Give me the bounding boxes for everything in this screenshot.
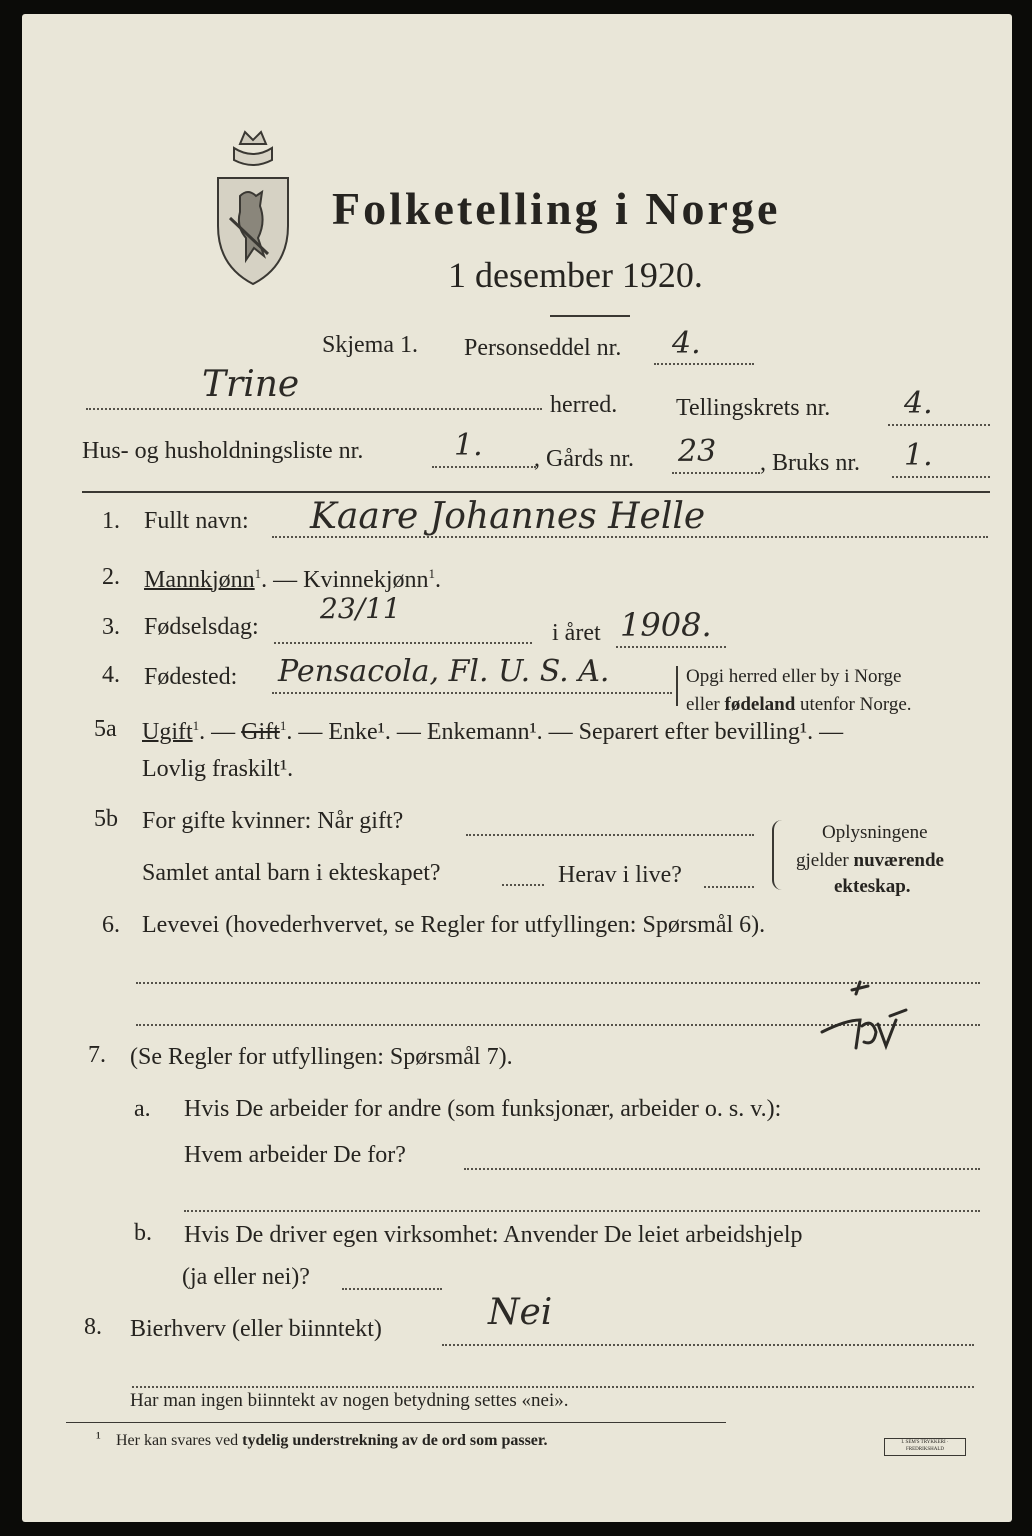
q5a-ugift[interactable]: Ugift — [142, 719, 193, 745]
form-date: 1 desember 1920. — [448, 255, 703, 295]
q6-number: 6. — [102, 912, 120, 938]
q2-separator: . — — [261, 567, 304, 593]
gards-value[interactable]: 23 — [678, 434, 717, 469]
tellingskrets-label: Tellingskrets nr. — [676, 395, 831, 421]
personseddel-value[interactable]: 4. — [672, 326, 701, 361]
q7-number: 7. — [88, 1042, 106, 1068]
hus-label: Hus- og husholdningsliste nr. — [82, 438, 364, 464]
hus-line — [432, 466, 536, 468]
bruks-value[interactable]: 1. — [904, 438, 933, 473]
gards-label: , Gårds nr. — [534, 446, 634, 472]
q4-line — [272, 692, 672, 694]
q2-footnote-mark-2: 1 — [428, 566, 435, 581]
title-divider — [550, 315, 630, 317]
printer-stamp: I. SEM'S TRYKKERI · FREDRIKSHALD — [884, 1438, 966, 1456]
q5b-line-2a: Samlet antal barn i ekteskapet? — [142, 860, 441, 886]
q7-label: (Se Regler for utfyllingen: Spørsmål 7). — [130, 1044, 513, 1070]
q4-brace — [676, 666, 684, 706]
q5b-alive-line — [704, 886, 754, 888]
q5b-children-line — [502, 884, 544, 886]
q2-number: 2. — [102, 564, 120, 590]
q3-number: 3. — [102, 614, 120, 640]
q7b-letter: b. — [134, 1220, 152, 1246]
q8-line-1 — [442, 1344, 974, 1346]
footnote-mark: ¹ — [96, 1430, 101, 1447]
census-form-page — [22, 14, 1012, 1522]
personseddel-line — [654, 363, 754, 365]
handwritten-mark-icon — [816, 976, 916, 1056]
q2-kvinnekjonn[interactable]: Kvinnekjønn — [303, 567, 429, 593]
q5b-married-line — [466, 834, 754, 836]
q4-number: 4. — [102, 662, 120, 688]
q8-number: 8. — [84, 1314, 102, 1340]
header-divider — [82, 491, 990, 493]
tellingskrets-line — [888, 424, 990, 426]
q5b-line-1: For gifte kvinner: Når gift? — [142, 808, 404, 834]
q5a-other-options[interactable]: . — Enke¹. — Enkemann¹. — Separert efter bevilling¹. — — [286, 719, 844, 745]
q7a-line-1: Hvis De arbeider for andre (som funksjonær, arbeider o. s. v.): — [184, 1096, 782, 1122]
herred-label: herred. — [550, 392, 618, 418]
q5b-note-line-3: ekteskap. — [834, 876, 911, 897]
herred-line — [86, 408, 542, 410]
q5a-line-2[interactable]: Lovlig fraskilt¹. — [142, 756, 294, 782]
q5b-note-line-1: Oplysningene — [822, 822, 928, 843]
q1-full-name-value[interactable]: Kaare Johannes Helle — [310, 496, 706, 537]
q1-number: 1. — [102, 508, 120, 534]
footnote-text: Her kan svares ved tydelig understrekning av de ord som passer. — [116, 1432, 548, 1449]
q3-birthday-value[interactable]: 23/11 — [320, 592, 401, 625]
q7a-line-2: Hvem arbeider De for? — [184, 1142, 406, 1168]
q7b-line-1: Hvis De driver egen virksomhet: Anvender De leiet arbeidshjelp — [184, 1222, 803, 1248]
q7a-answer-line-2 — [184, 1210, 980, 1212]
q1-label: Fullt navn: — [144, 508, 249, 534]
q4-note-line-2: eller fødeland utenfor Norge. — [686, 694, 912, 715]
q6-label: Levevei (hovederhvervet, se Regler for utfyllingen: Spørsmål 6). — [142, 912, 766, 938]
q2-options — [144, 566, 441, 594]
form-title: Folketelling i Norge — [332, 183, 781, 234]
q7a-answer-line-1 — [464, 1168, 980, 1170]
q5a-gift[interactable]: Gift — [241, 719, 280, 745]
footnote-rule — [66, 1422, 726, 1423]
q5b-note-line-2: gjelder nuværende — [796, 850, 944, 871]
q5a-number: 5a — [94, 716, 117, 742]
q5b-number: 5b — [94, 806, 118, 832]
tellingskrets-value[interactable]: 4. — [904, 386, 933, 421]
q7b-line-2: (ja eller nei)? — [182, 1264, 310, 1290]
q8-value[interactable]: Nei — [488, 1292, 553, 1333]
gards-line — [672, 472, 760, 474]
q7a-letter: a. — [134, 1096, 151, 1122]
hus-value[interactable]: 1. — [454, 428, 483, 463]
coat-of-arms-icon — [210, 126, 296, 288]
q3-year-line — [616, 646, 726, 648]
q2-footnote-mark-1: 1 — [254, 566, 262, 581]
q3-day-line — [274, 642, 532, 644]
biinntekt-note: Har man ingen biinntekt av nogen betydning settes «nei». — [130, 1390, 569, 1411]
q5b-line-2b: Herav i live? — [558, 862, 682, 888]
q8-label: Bierhverv (eller biinntekt) — [130, 1316, 382, 1342]
q4-note-line-1: Opgi herred eller by i Norge — [686, 666, 902, 687]
q5b-brace — [772, 820, 782, 890]
q3-year-value[interactable]: 1908. — [620, 606, 712, 644]
q4-birthplace-value[interactable]: Pensacola, Fl. U. S. A. — [278, 654, 610, 689]
bruks-line — [892, 476, 990, 478]
q8-line-2 — [132, 1386, 974, 1388]
bruks-label: , Bruks nr. — [760, 450, 861, 476]
q3-label: Fødselsdag: — [144, 614, 259, 640]
q7b-answer-line — [342, 1288, 442, 1290]
q2-mannkjonn[interactable]: Mannkjønn — [144, 567, 255, 593]
q2-end: . — [435, 567, 441, 593]
personseddel-label: Personseddel nr. — [464, 335, 622, 361]
q5a-options: Ugift$^1$. — Gift$^1$. — Enke¹. — Enkemann¹. — Separert efter bevilling¹. — — [142, 718, 844, 745]
q4-label: Fødested: — [144, 664, 238, 690]
skjema-label: Skjema 1. — [322, 332, 418, 358]
q3-year-label: i året — [552, 620, 601, 646]
herred-value[interactable]: Trine — [202, 364, 300, 405]
